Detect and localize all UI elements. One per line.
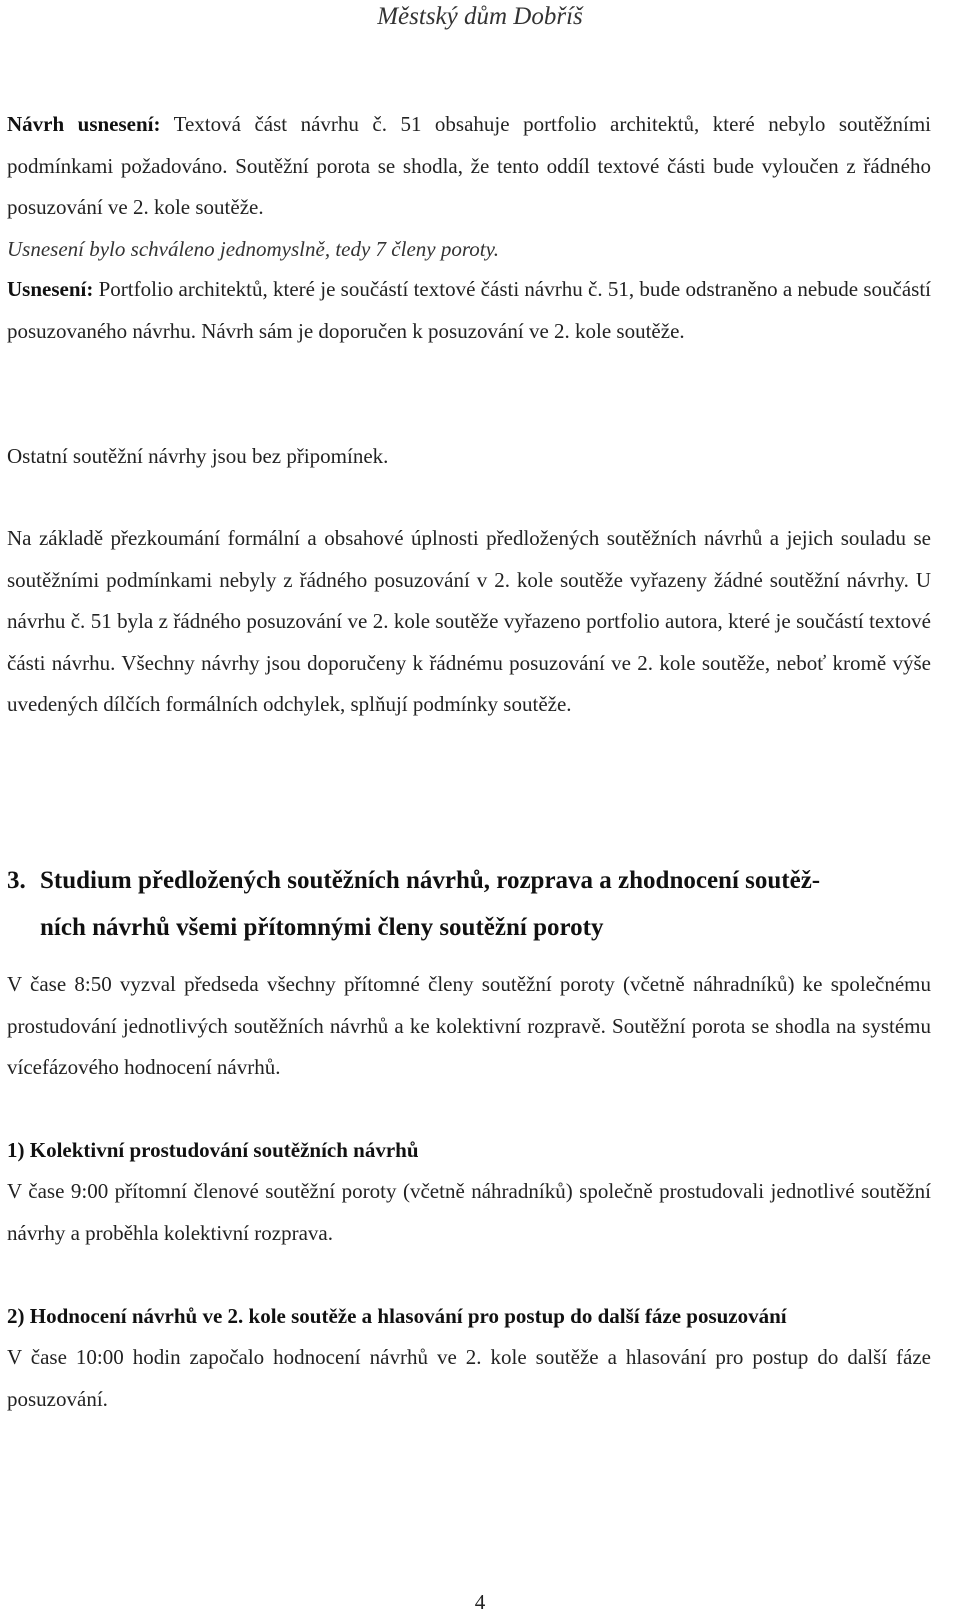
section-3-title-line2: ních návrhů všemi přítomnými členy soutěžní poroty [40, 914, 604, 941]
motion-proposal-text: Textová část návrhu č. 51 obsahuje portfolio architektů, které nebylo soutěžními podmínkami požadováno. Soutěžní porota se shodla, že tento oddíl textové části bude vyloučen z řádného posuzování ve 2. kole soutěže. [7, 112, 931, 219]
page-number: 4 [474, 1590, 486, 1614]
resolution-label: Usnesení: [7, 277, 94, 301]
motion-proposal-label: Návrh usnesení: [7, 112, 161, 136]
subsection-1-heading: 1) Kolektivní prostudování soutěžních návrhů [7, 1138, 419, 1162]
section-3-intro-paragraph: V čase 8:50 vyzval předseda všechny přítomné členy soutěžní poroty (včetně náhradníků) ke společnému prostudování jednotlivých soutěžních návrhů a ke kolektivní rozpravě. Soutěžní porota se shodla na systému vícefázového hodnocení návrhů. [7, 972, 931, 1079]
motion-proposal-paragraph [7, 104, 931, 229]
other-proposals-note: Ostatní soutěžní návrhy jsou bez připomínek. [7, 444, 389, 468]
subsection-1-paragraph: V čase 9:00 přítomní členové soutěžní poroty (včetně náhradníků) společně prostudovali jednotlivé soutěžní návrhy a proběhla kolektivní rozprava. [7, 1179, 931, 1245]
formal-review-paragraph: Na základě přezkoumání formální a obsahové úplnosti předložených soutěžních návrhů a jejich souladu se soutěžními podmínkami nebyly z řádného posuzování v 2. kole soutěže vyřazeny žádné soutěžní návrhy. U návrhu č. 51 byla z řádného posuzování ve 2. kole soutěže vyřazeno portfolio autora, které je součástí textové části návrhu. Všechny návrhy jsou doporučeny k řádnému posuzování ve 2. kole soutěže, neboť kromě výše uvedených dílčích formálních odchylek, splňují podmínky soutěže. [7, 526, 931, 716]
subsection-2-heading: 2) Hodnocení návrhů ve 2. kole soutěže a hlasování pro postup do další fáze posuzování [7, 1304, 787, 1328]
section-3-number: 3. [7, 867, 26, 894]
section-3-heading [7, 857, 931, 951]
document-header-title: Městský dům Dobříš [377, 3, 583, 30]
section-3-title-line1: Studium předložených soutěžních návrhů, rozprava a zhodnocení soutěž- [40, 867, 821, 894]
resolution-paragraph [7, 269, 931, 352]
resolution-text: Portfolio architektů, které je součástí textové části návrhu č. 51, bude odstraněno a nebude součástí posuzovaného návrhu. Návrh sám je doporučen k posuzování ve 2. kole soutěže. [7, 277, 931, 343]
subsection-2-paragraph: V čase 10:00 hodin započalo hodnocení návrhů ve 2. kole soutěže a hlasování pro postup do další fáze posuzování. [7, 1345, 931, 1411]
vote-result-note: Usnesení bylo schváleno jednomyslně, tedy 7 členy poroty. [7, 237, 499, 261]
